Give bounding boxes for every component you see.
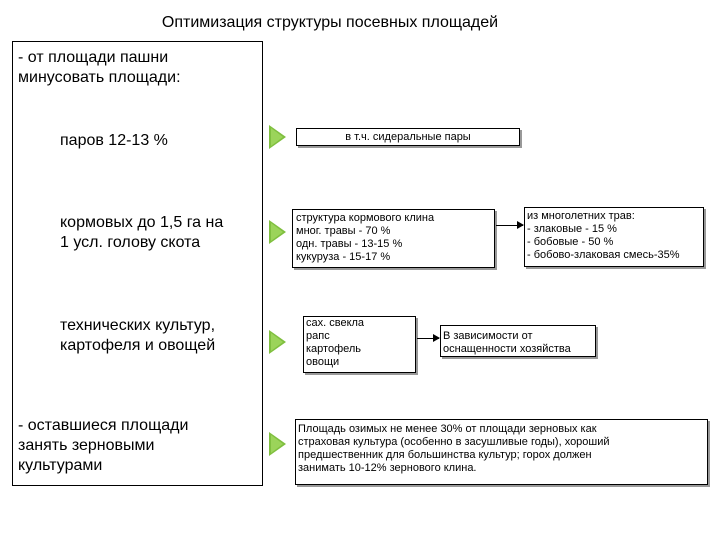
fallow-text: паров 12-13 % (60, 132, 168, 149)
arrow-remaining (269, 432, 286, 456)
arrow-technical (269, 330, 286, 354)
page-title: Оптимизация структуры посевных площадей (161, 14, 499, 31)
fodder-wedge-box: структура кормового клина мног. травы - 70 % одн. травы - 13-15 % кукуруза - 15-17 % (292, 209, 495, 268)
technical-crops-text: технических культур, картофеля и овощей (60, 317, 216, 354)
arrow-to-depends (417, 338, 439, 339)
fodder-text: кормовых до 1,5 га на 1 усл. голову скота (60, 214, 224, 251)
arrow-to-perennial (496, 225, 523, 226)
perennial-grass-box: из многолетних трав: - злаковые - 15 % - бобовые - 50 % - бобово-злаковая смесь-35% (524, 207, 704, 267)
green-manure-box: в т.ч. сидеральные пары (296, 128, 520, 146)
intro-text: - от площади пашни минусовать площади: (18, 49, 181, 86)
winter-crops-box: Площадь озимых не менее 30% от площади зерновых как страховая культура (особенно в засушливые годы), хороший предшественник для большинства культур; горох должен занимать 10-12% зернового клина. (295, 419, 708, 485)
arrow-fodder (269, 220, 286, 244)
crops-box: сах. свекла рапс картофель овощи (303, 316, 416, 373)
arrow-fallow (269, 125, 286, 149)
depends-box: В зависимости от оснащенности хозяйства (440, 325, 596, 357)
remaining-text: - оставшиеся площади занять зерновыми культурами (18, 417, 189, 474)
